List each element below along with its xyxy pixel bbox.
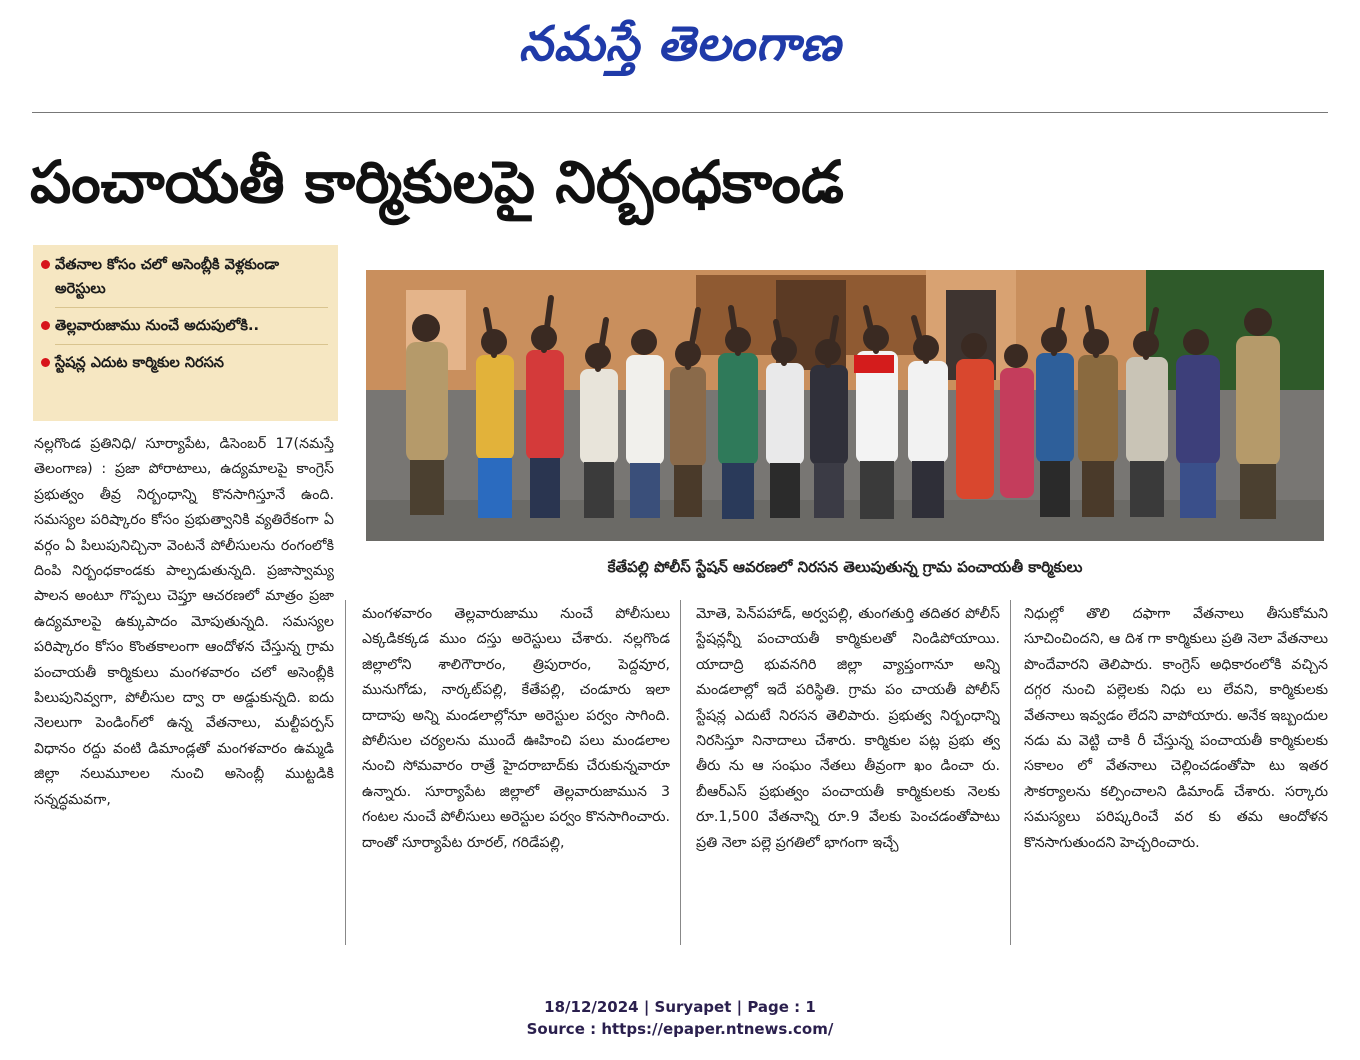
article-paragraph: మోతె, పెన్‌పహాడ్, అర్వపల్లి, తుంగతుర్తి తదితర పోలీస్ స్టేషన్లన్నీ పంచాయతీ కార్మికులతో నిండిపోయాయి. యాదాద్రి భువనగిరి జిల్లా వ్యాప్తంగానూ అన్ని మండలాల్లో ఇదే పరిస్థితి. గ్రామ పం చాయతీ పోలీస్ స్టేషన్ల ఎదుటే నిరసన తెలిపారు. ప్రభుత్వ నిర్బంధాన్ని నిరసిస్తూ నినాదాలు చేశారు. కార్మికుల పట్ల ప్రభు త్వ తీరు ను ఆ సంఘం నేతలు తీవ్రంగా ఖం డించా రు. బీఆర్ఎస్ ప్రభుత్వం పంచాయతీ కార్మికులకు నెలకు రూ.1,500 వేతనాన్ని రూ.9 వేలకు పెంచడంతోపాటు ప్రతి నెలా పల్లె ప్రగతిలో భాగంగా ఇచ్చే <box>696 606 1000 851</box>
highlight-text: స్టేషన్ల ఎదుట కార్మికుల నిరసన <box>55 355 224 371</box>
article-paragraph: నిధుల్లో తొలి దఫాగా వేతనాలు తీసుకోమని సూచించిందని, ఆ దిశ గా కార్మికులు ప్రతి నెలా వేతనాలు పొందేవారని తెలిపారు. కాంగ్రెస్ అధికారంలోకి వచ్చిన దగ్గర నుంచి పల్లెలకు నిధు లు లేవని, కార్మికులకు వేతనాలు ఇవ్వడం లేదని వాపోయారు. అనేక ఇబ్బందుల నడు మ వెట్టి చాకి రీ చేస్తున్న పంచాయతీ కార్మికులకు సకాలం లో వేతనాలు చెల్లించడంతోపా టు ఇతర సౌకర్యాలను కల్పించాలని డిమాండ్ చేశారు. సర్కారు సమస్యలు పరిష్కరించే వర కు తమ ఆందోళన కొనసాగుతుందని హెచ్చరించారు. <box>1024 606 1328 851</box>
masthead-logo: నమస్తే తెలంగాణ <box>518 16 842 72</box>
bullet-icon <box>41 260 50 269</box>
highlight-text: తెల్లవారుజాము నుంచే అదుపులోకి.. <box>55 318 260 334</box>
column-divider <box>1010 600 1011 945</box>
headline: పంచాయతీ కార్మికులపై నిర్బంధకాండ <box>30 148 844 216</box>
footer-meta: 18/12/2024 | Suryapet | Page : 1 <box>544 998 816 1016</box>
column-divider <box>345 600 346 945</box>
article-column-3 <box>696 602 1000 942</box>
footer-source: Source : https://epaper.ntnews.com/ <box>526 1020 834 1038</box>
highlight-text: వేతనాల కోసం చలో అసెంబ్లీకి వెళ్లకుండా అరెస్టులు <box>55 257 280 297</box>
article-column-2 <box>362 602 670 942</box>
highlights-box <box>33 245 338 421</box>
bullet-icon <box>41 321 50 330</box>
bullet-icon <box>41 358 50 367</box>
article-column-4 <box>1024 602 1328 942</box>
highlight-item <box>55 351 328 381</box>
masthead-divider <box>32 112 1328 113</box>
article-paragraph: నల్లగొండ ప్రతినిధి/ సూర్యాపేట, డిసెంబర్ 17(నమస్తే తెలంగాణ) : ప్రజా పోరాటాలు, ఉద్యమాలపై కాంగ్రెస్ ప్రభుత్వం తీవ్ర నిర్బంధాన్ని కొనసాగిస్తూనే ఉంది. సమస్యల పరిష్కారం కోసం ప్రభుత్వానికి వ్యతిరేకంగా ఏ వర్గం ఏ పిలుపునిచ్చినా వెంటనే పోలీసులను రంగంలోకి దింపి నిర్బంధకాండకు పాల్పడుతున్నది. ప్రజాస్వామ్య పాలన అంటూ గొప్పలు చెప్తూ ఆచరణలో మాత్రం ప్రజా ఉద్యమాలపై ఉక్కుపాదం మోపుతున్నది. సమస్యల పరిష్కారం కోసం కొంతకాలంగా ఆందోళన చేస్తున్న గ్రామ పంచాయతీ కార్మికులు మంగళవారం చలో అసెంబ్లీకి పిలుపునివ్వగా, పోలీసుల ద్వా రా అడ్డుకున్నది. ఐదు నెలలుగా పెండింగ్‌లో ఉన్న వేతనాలు, మల్టీపర్పస్ విధానం రద్దు వంటి డిమాండ్లతో మంగళవారం ఉమ్మడి జిల్లా నలుమూలల నుంచి అసెంబ్లీ ముట్టడికి సన్నద్ధమవగా, <box>34 436 334 808</box>
column-divider <box>680 600 681 945</box>
highlight-item <box>55 253 328 308</box>
news-photo <box>366 270 1324 541</box>
article-column-1 <box>34 432 334 952</box>
article-paragraph: మంగళవారం తెల్లవారుజాము నుంచే పోలీసులు ఎక్కడికక్కడ ముం దస్తు అరెస్టులు చేశారు. నల్లగొండ జిల్లాలోని శాలిగౌరారం, త్రిపురారం, పెద్దవూర, మునుగోడు, నార్కట్‌పల్లి, కేతేపల్లి, చండూరు ఇలా దాదాపు అన్ని మండలాల్లోనూ అరెస్టుల పర్వం సాగింది. పోలీసుల చర్యలను ముందే ఊహించి పలు మండలాల నుంచి సోమవారం రాత్రే హైదరాబాద్‌కు చేరుకున్నవారూ ఉన్నారు. సూర్యాపేట జిల్లాలో తెల్లవారుజామున 3 గంటల నుంచే పోలీసులు అరెస్టుల పర్వం కొనసాగించారు. దాంతో సూర్యాపేట రూరల్, గరిడేపల్లి, <box>362 606 670 851</box>
protest-photo-illustration <box>366 270 1324 541</box>
highlight-item <box>55 314 328 345</box>
photo-caption: కేతేపల్లి పోలీస్ స్టేషన్ ఆవరణలో నిరసన తెలుపుతున్న గ్రామ పంచాయతీ కార్మికులు <box>607 558 1083 576</box>
